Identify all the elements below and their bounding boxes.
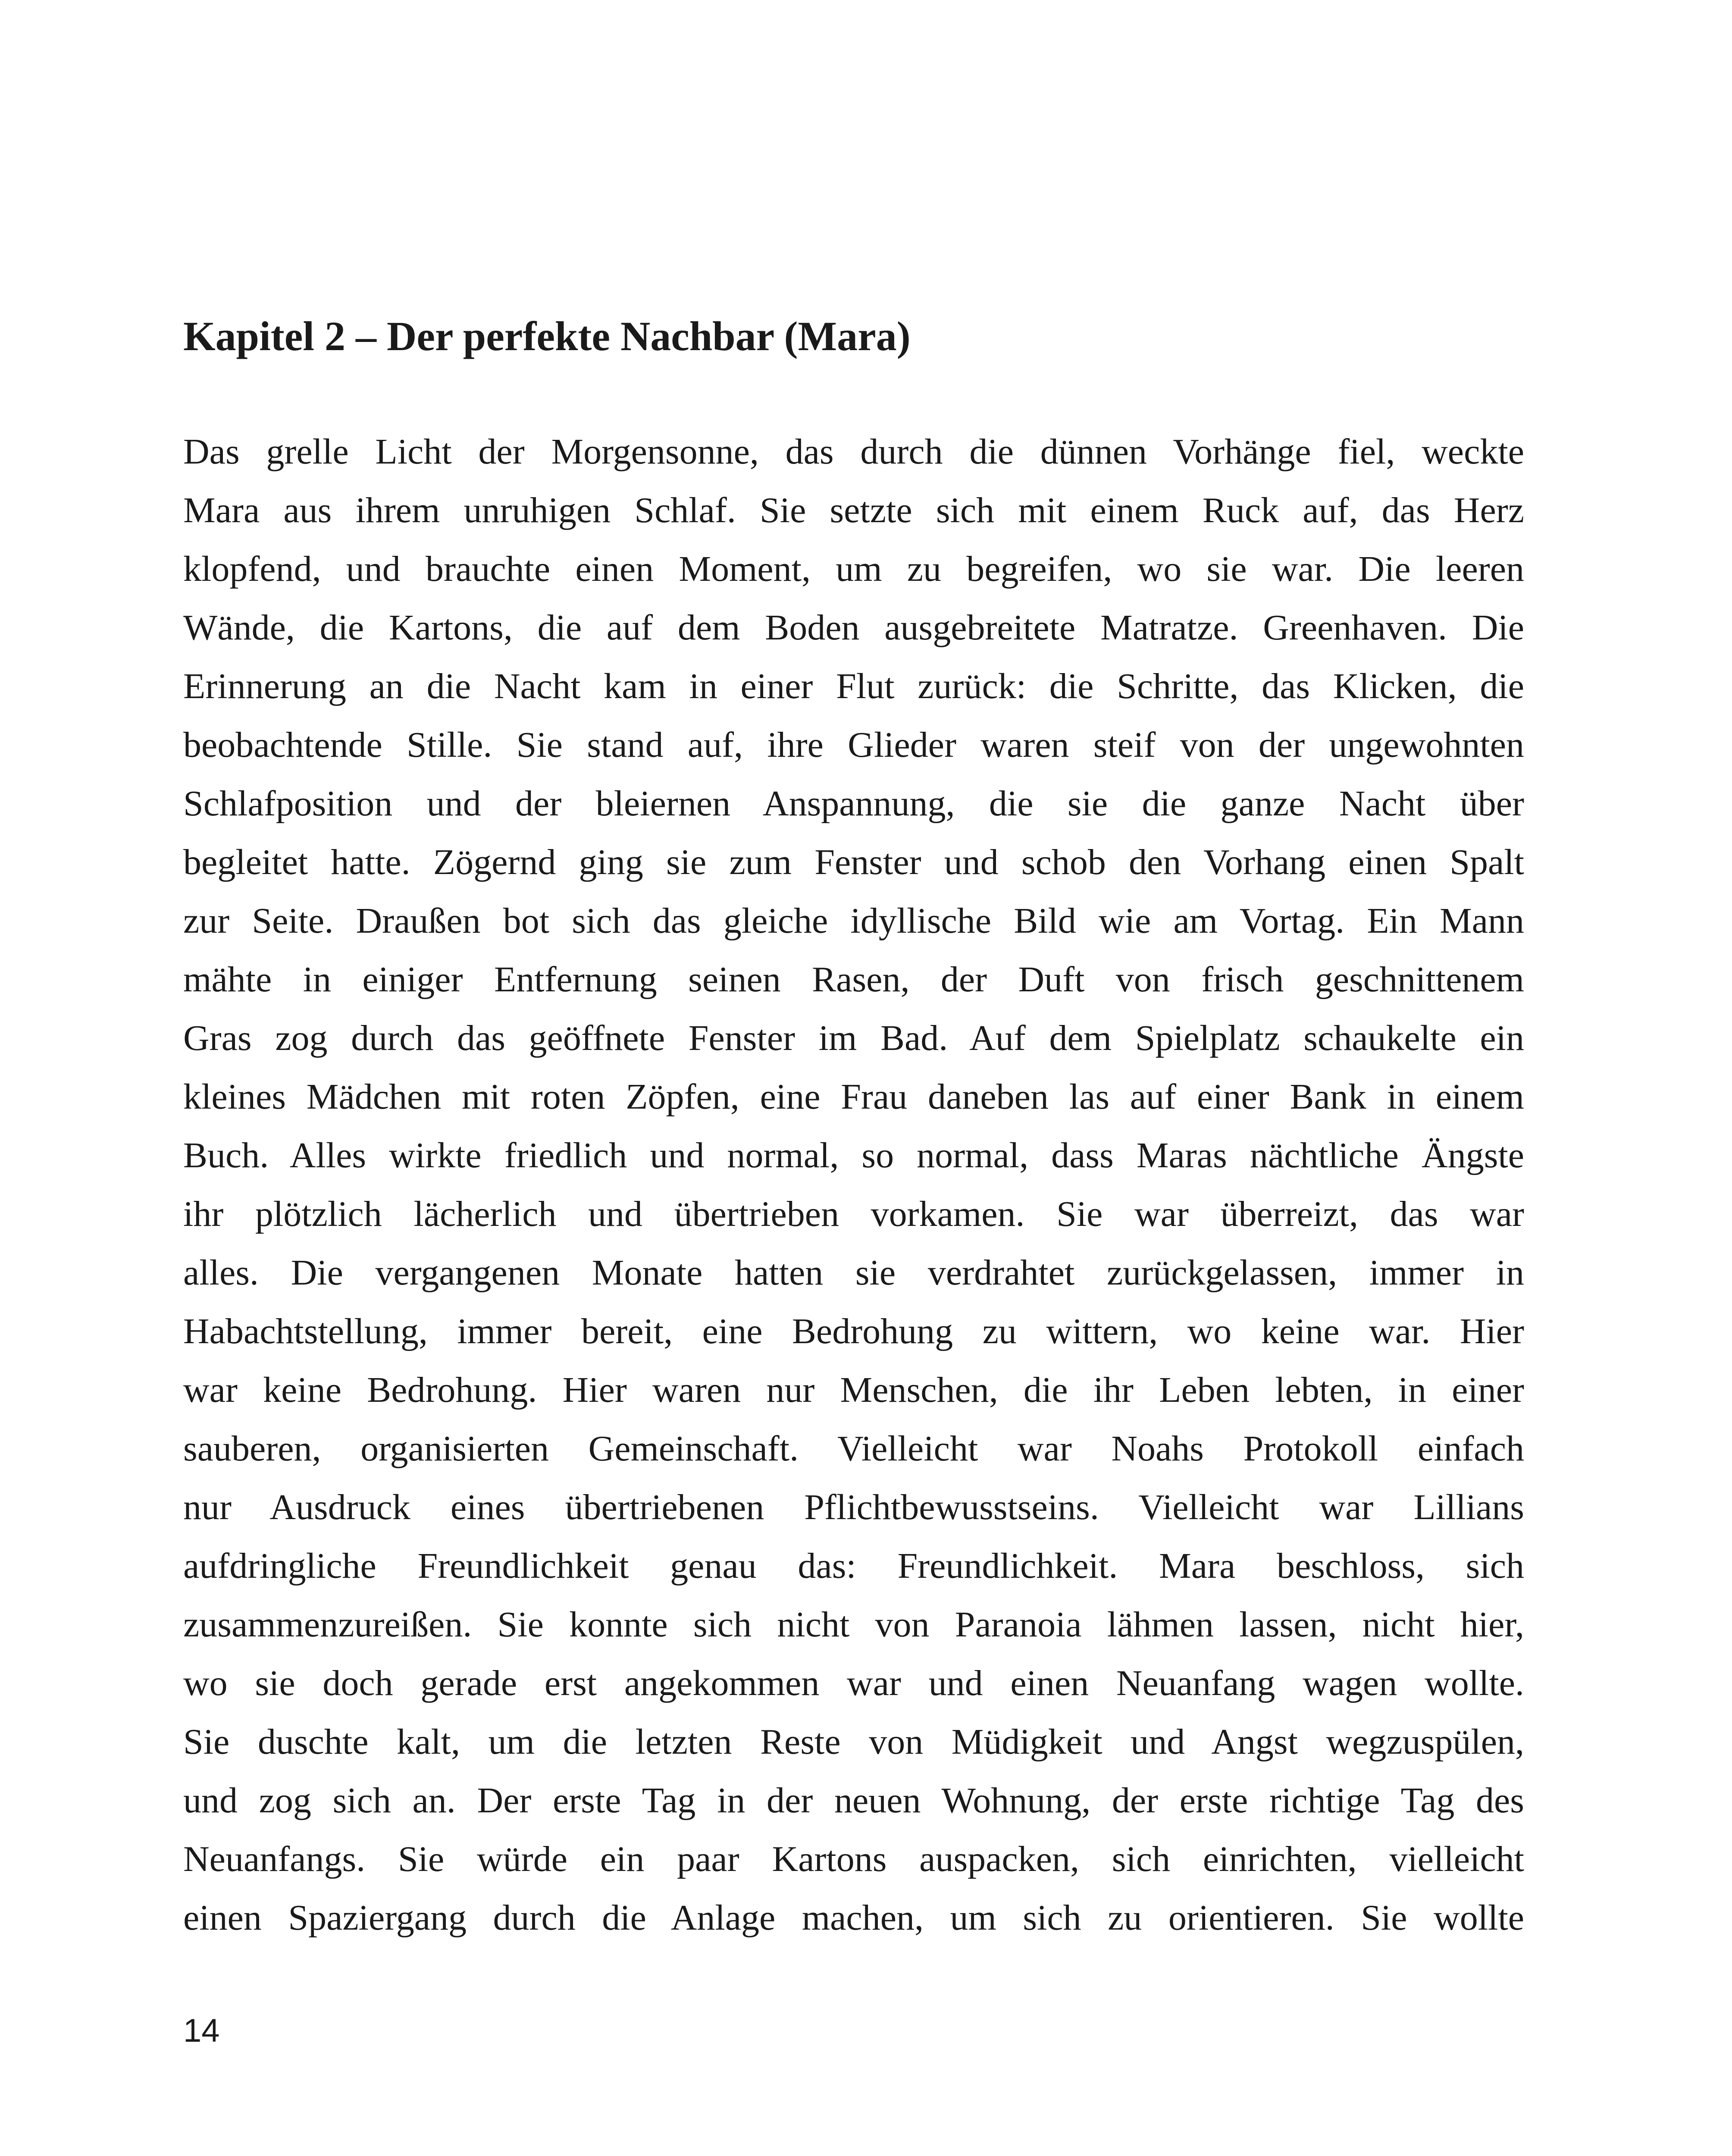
text-line: Sie duschte kalt, um die letzten Reste von Müdigkeit und Angst wegzuspülen, bbox=[183, 1722, 1524, 1762]
text-line: beobachtende Stille. Sie stand auf, ihre Glieder waren steif von der ungewohnten bbox=[183, 725, 1524, 765]
text-line: aufdringliche Freundlichkeit genau das: Freundlichkeit. Mara beschloss, sich bbox=[183, 1546, 1524, 1586]
text-line: sauberen, organisierten Gemeinschaft. Vielleicht war Noahs Protokoll einfach bbox=[183, 1429, 1524, 1469]
text-line: und zog sich an. Der erste Tag in der neuen Wohnung, der erste richtige Tag des bbox=[183, 1780, 1524, 1821]
text-line: einen Spaziergang durch die Anlage machen, um sich zu orientieren. Sie wollte bbox=[183, 1898, 1524, 1938]
text-line: Wände, die Kartons, die auf dem Boden ausgebreitete Matratze. Greenhaven. Die bbox=[183, 608, 1524, 648]
text-line: zusammenzureißen. Sie konnte sich nicht von Paranoia lähmen lassen, nicht hier, bbox=[183, 1604, 1524, 1645]
text-line: Schlafposition und der bleiernen Anspannung, die sie die ganze Nacht über bbox=[183, 783, 1524, 824]
text-line: mähte in einiger Entfernung seinen Rasen, der Duft von frisch geschnittenem bbox=[183, 959, 1524, 1000]
text-line: begleitet hatte. Zögernd ging sie zum Fenster und schob den Vorhang einen Spalt bbox=[183, 842, 1524, 882]
text-line: Buch. Alles wirkte friedlich und normal, so normal, dass Maras nächtliche Ängste bbox=[183, 1135, 1524, 1175]
page-number: 14 bbox=[183, 2012, 220, 2049]
text-line: war keine Bedrohung. Hier waren nur Menschen, die ihr Leben lebten, in einer bbox=[183, 1370, 1524, 1410]
text-line: alles. Die vergangenen Monate hatten sie verdrahtet zurückgelassen, immer in bbox=[183, 1253, 1524, 1293]
text-line: Erinnerung an die Nacht kam in einer Flut zurück: die Schritte, das Klicken, die bbox=[183, 666, 1524, 706]
chapter-title: Kapitel 2 – Der perfekte Nachbar (Mara) bbox=[183, 313, 911, 359]
text-line: Mara aus ihrem unruhigen Schlaf. Sie setzte sich mit einem Ruck auf, das Herz bbox=[183, 490, 1524, 530]
text-line: Habachtstellung, immer bereit, eine Bedrohung zu wittern, wo keine war. Hier bbox=[183, 1311, 1524, 1351]
text-line: klopfend, und brauchte einen Moment, um zu begreifen, wo sie war. Die leeren bbox=[183, 549, 1524, 589]
text-line: Neuanfangs. Sie würde ein paar Kartons auspacken, sich einrichten, vielleicht bbox=[183, 1839, 1524, 1879]
text-line: wo sie doch gerade erst angekommen war und einen Neuanfang wagen wollte. bbox=[183, 1663, 1524, 1703]
text-line: ihr plötzlich lächerlich und übertrieben vorkamen. Sie war überreizt, das war bbox=[183, 1194, 1524, 1234]
body-paragraph bbox=[183, 423, 1524, 1947]
text-line: kleines Mädchen mit roten Zöpfen, eine Frau daneben las auf einer Bank in einem bbox=[183, 1077, 1524, 1117]
text-line: nur Ausdruck eines übertriebenen Pflichtbewusstseins. Vielleicht war Lillians bbox=[183, 1487, 1524, 1527]
text-line: zur Seite. Draußen bot sich das gleiche idyllische Bild wie am Vortag. Ein Mann bbox=[183, 901, 1524, 941]
text-line: Das grelle Licht der Morgensonne, das durch die dünnen Vorhänge fiel, weckte bbox=[183, 432, 1524, 472]
text-line: Gras zog durch das geöffnete Fenster im Bad. Auf dem Spielplatz schaukelte ein bbox=[183, 1018, 1524, 1058]
